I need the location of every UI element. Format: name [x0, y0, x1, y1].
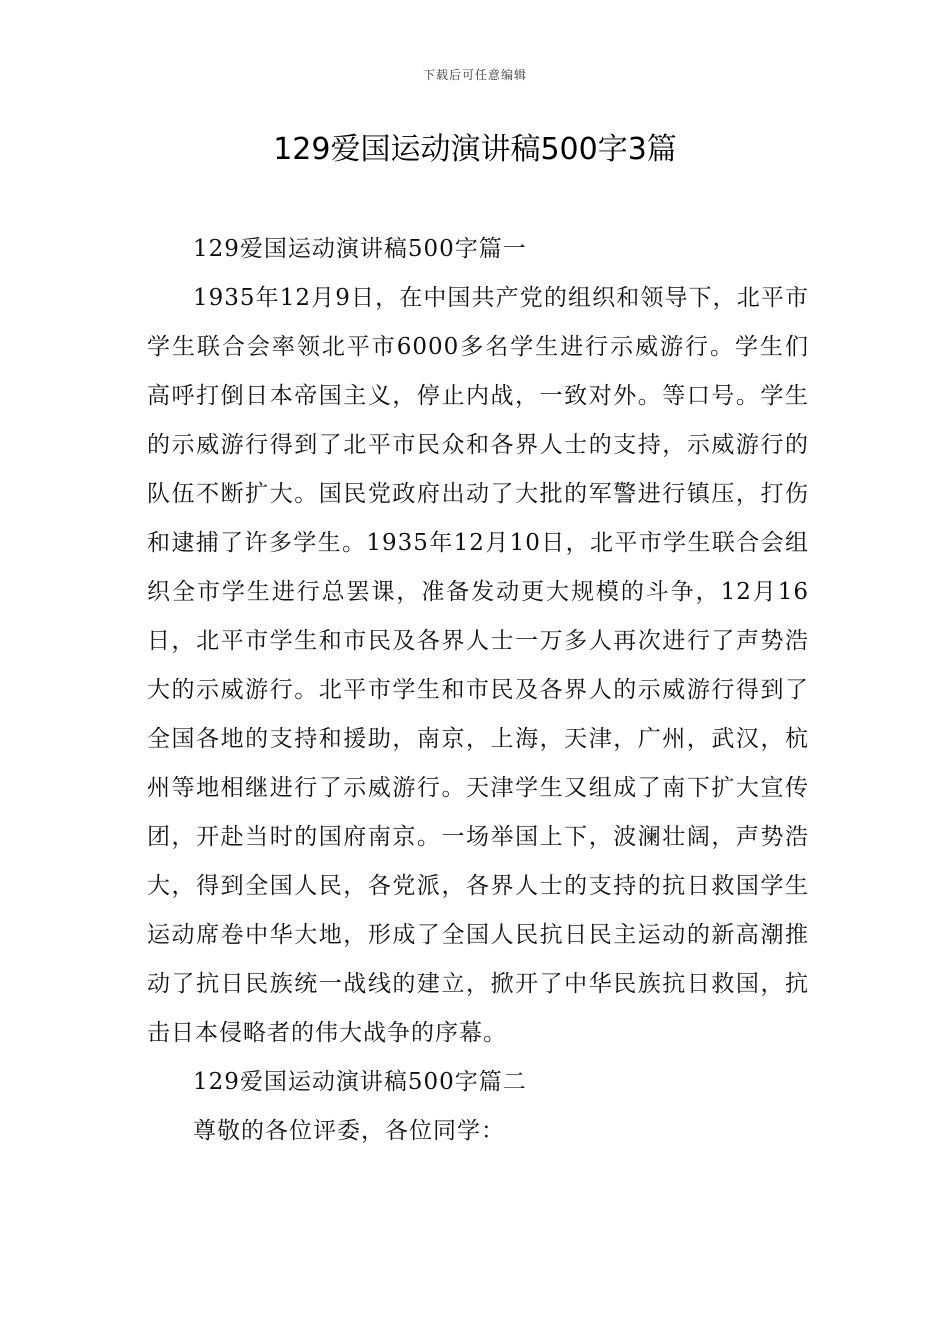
section-heading-2: 129爱国运动演讲稿500字篇二 [193, 1069, 527, 1095]
document-body [147, 225, 809, 1156]
body-paragraph-1: 1935年12月9日，在中国共产党的组织和领导下，北平市学生联合会率领北平市6000多名学生进行示威游行。学生们高呼打倒日本帝国主义，停止内战，一致对外。等口号。学生的示威游行得到了北平市民众和各界人士的支持，示威游行的队伍不断扩大。国民党政府出动了大批的军警进行镇压，打伤和逮捕了许多学生。1935年12月10日，北平市学生联合会组织全市学生进行总罢课，准备发动更大规模的斗争，12月16日，北平市学生和市民及各界人士一万多人再次进行了声势浩大的示威游行。北平市学生和市民及各界人的示威游行得到了全国各地的支持和援助，南京，上海，天津，广州，武汉，杭州等地相继进行了示威游行。天津学生又组成了南下扩大宣传团，开赴当时的国府南京。一场举国上下，波澜壮阔，声势浩大，得到全国人民，各党派，各界人士的支持的抗日救国学生运动席卷中华大地，形成了全国人民抗日民主运动的新高潮推动了抗日民族统一战线的建立，掀开了中华民族抗日救国，抗击日本侵略者的伟大战争的序幕。 [147, 285, 809, 1046]
header-note: 下载后可任意编辑 [422, 68, 527, 82]
body-paragraph-2: 尊敬的各位评委，各位同学： [193, 1118, 505, 1144]
document-title: 129爱国运动演讲稿500字3篇 [273, 132, 677, 167]
section-heading-1: 129爱国运动演讲稿500字篇一 [193, 236, 527, 262]
